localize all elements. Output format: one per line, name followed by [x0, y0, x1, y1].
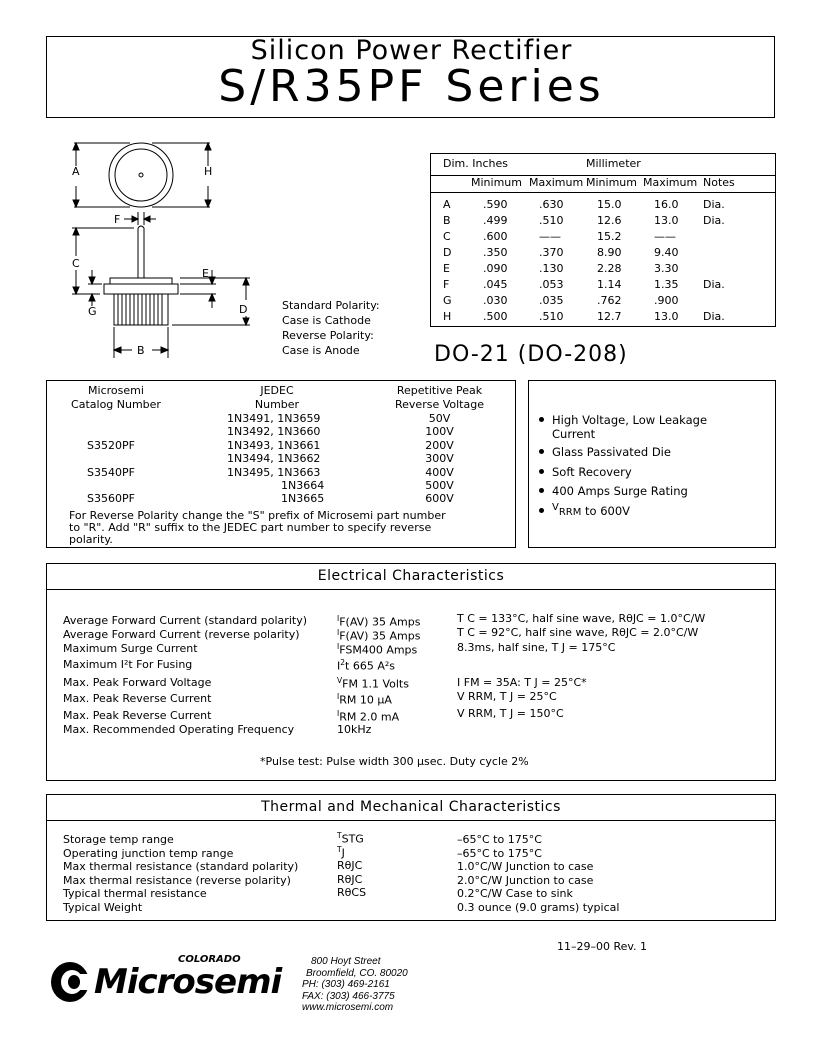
param-label: Maximum Surge Current [63, 642, 198, 655]
catalog-row-5-jedec: 1N3495, 1N3663 [227, 466, 321, 479]
thermal-value: 0.2°C/W Case to sink [457, 887, 573, 900]
top-view-center [139, 173, 143, 177]
dim-row-b-dim: B [443, 214, 451, 227]
bullet-icon [539, 469, 544, 474]
feature-item: 400 Amps Surge Rating [539, 484, 688, 498]
bullet-icon [539, 449, 544, 454]
feature-item: Glass Passivated Die [539, 445, 671, 459]
dim-row-a-maxmm: 16.0 [654, 198, 679, 211]
dim-row-a-minmm: 15.0 [597, 198, 622, 211]
polarity-notes [282, 298, 380, 358]
dim-row-b-notes: Dia. [703, 214, 725, 227]
dimension-table [430, 153, 776, 327]
thermal-label: Typical Weight [63, 901, 143, 914]
catalog-row-4-jedec: 1N3494, 1N3662 [227, 452, 321, 465]
pulse-test-footnote: *Pulse test: Pulse width 300 μsec. Duty cycle 2% [260, 755, 529, 768]
catalog-row-1-voltage: 50V [428, 412, 451, 425]
dim-row-d-minmm: 8.90 [597, 246, 622, 259]
dim-row-b-minmm: 12.6 [597, 214, 622, 227]
dim-row-g-dim: G [443, 294, 452, 307]
electrical-title: Electrical Characteristics [317, 568, 505, 584]
dim-col-notes: Notes [703, 176, 735, 189]
page-title: Silicon Power Rectifier [250, 35, 573, 66]
param-value: $^I$FSM400 Amps [337, 642, 418, 657]
dim-row-e-minin: .090 [483, 262, 508, 275]
thermal-label: Max thermal resistance (standard polarity) [63, 860, 299, 873]
param-condition: V RRM, T J = 150°C [457, 707, 564, 720]
dim-row-g-maxmm: .900 [654, 294, 679, 307]
catalog-header-jedec: JEDEC Number [254, 384, 300, 411]
param-label: Average Forward Current (reverse polarity) [63, 628, 300, 641]
dim-row-f-minin: .045 [483, 278, 508, 291]
param-label: Max. Peak Forward Voltage [63, 676, 212, 689]
thermal-value: –65°C to 175°C [457, 847, 542, 860]
dim-row-e-dim: E [443, 262, 450, 275]
param-value: 10kHz [337, 723, 372, 736]
dim-label-f: F [114, 213, 121, 226]
feature-item: High Voltage, Low Leakage Current [539, 413, 707, 441]
catalog-row-3-voltage: 200V [425, 439, 454, 452]
logo-name: Microsemi [94, 962, 282, 1002]
dim-row-c-minmm: 15.2 [597, 230, 622, 243]
catalog-row-3-jedec: 1N3493, 1N3661 [227, 439, 321, 452]
thermal-label: Typical thermal resistance [63, 887, 207, 900]
param-value: $^I$RM 2.0 mA [337, 709, 400, 724]
param-condition: I FM = 35A: T J = 25°C* [457, 676, 587, 689]
thermal-symbol: RθJC [337, 873, 363, 886]
dim-label-a: A [72, 165, 80, 178]
dim-row-c-minin: .600 [483, 230, 508, 243]
electrical-characteristics [46, 563, 776, 781]
bullet-icon [539, 508, 544, 513]
dim-label-b: B [137, 344, 145, 357]
dim-row-h-maxmm: 13.0 [654, 310, 679, 323]
catalog-header-voltage: Repetitive Peak Reverse Voltage [395, 384, 484, 411]
param-condition: T C = 92°C, half sine wave, RθJC = 2.0°C/W [457, 626, 699, 639]
dim-row-f-dim: F [443, 278, 450, 291]
dim-row-b-minin: .499 [483, 214, 508, 227]
dim-row-g-minmm: .762 [597, 294, 622, 307]
dim-row-e-maxin: .130 [539, 262, 564, 275]
catalog-row-7-voltage: 600V [425, 492, 454, 505]
dim-row-c-maxmm: —— [654, 230, 676, 243]
catalog-row-4-voltage: 300V [425, 452, 454, 465]
thermal-mechanical-characteristics [46, 794, 776, 921]
catalog-header-microsemi: Microsemi Catalog Number [71, 384, 161, 411]
param-label: Average Forward Current (standard polarity) [63, 614, 307, 627]
param-label: Max. Peak Reverse Current [63, 709, 212, 722]
feature-item: Soft Recovery [539, 465, 632, 479]
param-value: $^V$FM 1.1 Volts [337, 676, 409, 691]
dim-row-f-maxin: .053 [539, 278, 564, 291]
dim-row-h-notes: Dia. [703, 310, 725, 323]
dim-row-a-notes: Dia. [703, 198, 725, 211]
dim-row-g-maxin: .035 [539, 294, 564, 307]
polarity-line-2: Case is Cathode [282, 314, 371, 327]
dim-row-a-maxin: .630 [539, 198, 564, 211]
revision-date: 11–29–00 Rev. 1 [557, 940, 648, 953]
param-value: $^I$F(AV) 35 Amps [337, 614, 421, 629]
dim-row-e-maxmm: 3.30 [654, 262, 679, 275]
dim-row-h-minmm: 12.7 [597, 310, 622, 323]
catalog-row-5-part: S3540PF [87, 466, 135, 479]
dim-row-g-minin: .030 [483, 294, 508, 307]
thermal-title: Thermal and Mechanical Characteristics [261, 799, 561, 815]
company-address: 800 Hoyt Street Broomfield, CO. 80020 PH: (303) 469-2161 FAX: (303) 466-3775 www.microsemi.com [302, 956, 408, 1013]
thermal-label: Operating junction temp range [63, 847, 234, 860]
microsemi-logo [50, 954, 300, 1010]
thermal-symbol: RθCS [337, 886, 367, 899]
top-view-inner [115, 149, 167, 201]
dim-label-e: E [202, 267, 209, 280]
dim-row-c-dim: C [443, 230, 451, 243]
param-condition: T C = 133°C, half sine wave, RθJC = 1.0°C/W [457, 612, 706, 625]
dim-row-b-maxin: .510 [539, 214, 564, 227]
param-label: Max. Recommended Operating Frequency [63, 723, 295, 736]
bullet-icon [539, 417, 544, 422]
param-condition: 8.3ms, half sine, T J = 175°C [457, 641, 616, 654]
dim-row-e-minmm: 2.28 [597, 262, 622, 275]
dim-header-inches: Dim. Inches [443, 157, 508, 170]
thermal-value: –65°C to 175°C [457, 833, 542, 846]
dim-row-h-dim: H [443, 310, 452, 323]
knurl-lines [118, 294, 162, 325]
dim-row-d-minin: .350 [483, 246, 508, 259]
dim-row-a-minin: .590 [483, 198, 508, 211]
dim-label-h: H [204, 165, 213, 178]
dim-row-a-dim: A [443, 198, 451, 211]
dim-row-f-notes: Dia. [703, 278, 725, 291]
thermal-value: 0.3 ounce (9.0 grams) typical [457, 901, 620, 914]
catalog-table [46, 380, 516, 548]
dim-row-h-maxin: .510 [539, 310, 564, 323]
param-label: Maximum I²t For Fusing [63, 658, 193, 671]
dim-header-millimeter: Millimeter [586, 157, 641, 170]
catalog-row-2-jedec: 1N3492, 1N3660 [227, 425, 321, 438]
logo-mark-icon [50, 960, 98, 1004]
polarity-line-4: Case is Anode [282, 344, 360, 357]
polarity-line-1: Standard Polarity: [282, 299, 380, 312]
dim-row-d-maxmm: 9.40 [654, 246, 679, 259]
features-box [528, 380, 776, 548]
polarity-line-3: Reverse Polarity: [282, 329, 374, 342]
dim-col-min-mm: Minimum [586, 176, 637, 189]
param-value: $I^2t$ 665 A²s [337, 658, 396, 673]
reverse-polarity-note: For Reverse Polarity change the "S" prefix of Microsemi part number to "R". Add "R" suffix to the JEDEC part number to specify reverse polarity. [69, 509, 446, 546]
catalog-row-7-part: S3560PF [87, 492, 135, 505]
logo-colorado: COLORADO [178, 954, 241, 965]
param-label: Max. Peak Reverse Current [63, 692, 212, 705]
catalog-row-7-jedec: 1N3665 [281, 492, 325, 505]
thermal-label: Max thermal resistance (reverse polarity) [63, 874, 291, 887]
catalog-row-6-voltage: 500V [425, 479, 454, 492]
param-condition: V RRM, T J = 25°C [457, 690, 557, 703]
param-value: $^I$F(AV) 35 Amps [337, 628, 421, 643]
dim-row-d-dim: D [443, 246, 452, 259]
thermal-label: Storage temp range [63, 833, 174, 846]
package-name: DO-21 (DO-208) [434, 342, 628, 367]
catalog-row-5-voltage: 400V [425, 466, 454, 479]
dim-row-f-minmm: 1.14 [597, 278, 622, 291]
dim-col-min-in: Minimum [471, 176, 522, 189]
dim-row-f-maxmm: 1.35 [654, 278, 679, 291]
feature-item: $^V$RRM to 600V [539, 502, 630, 518]
thermal-value: 1.0°C/W Junction to case [457, 860, 594, 873]
dim-row-h-minin: .500 [483, 310, 508, 323]
series-title: S/R35PF Series [218, 61, 605, 112]
dim-label-d: D [239, 303, 248, 316]
param-value: $^I$RM 10 μA [337, 692, 392, 707]
dim-col-max-in: Maximum [529, 176, 584, 189]
thermal-symbol: $^T$STG [337, 831, 364, 846]
thermal-value: 2.0°C/W Junction to case [457, 874, 594, 887]
dim-row-b-maxmm: 13.0 [654, 214, 679, 227]
catalog-row-3-part: S3520PF [87, 439, 135, 452]
title-box [46, 36, 775, 118]
thermal-symbol: $^T$J [337, 845, 345, 860]
dim-label-c: C [72, 257, 80, 270]
dim-col-max-mm: Maximum [643, 176, 698, 189]
thermal-symbol: RθJC [337, 859, 363, 872]
dim-row-c-maxin: —— [539, 230, 561, 243]
catalog-row-2-voltage: 100V [425, 425, 454, 438]
catalog-row-6-jedec: 1N3664 [281, 479, 325, 492]
top-view-outer [109, 143, 173, 207]
dim-label-g: G [88, 305, 97, 318]
catalog-row-1-jedec: 1N3491, 1N3659 [227, 412, 321, 425]
dim-row-d-maxin: .370 [539, 246, 564, 259]
bullet-icon [539, 488, 544, 493]
